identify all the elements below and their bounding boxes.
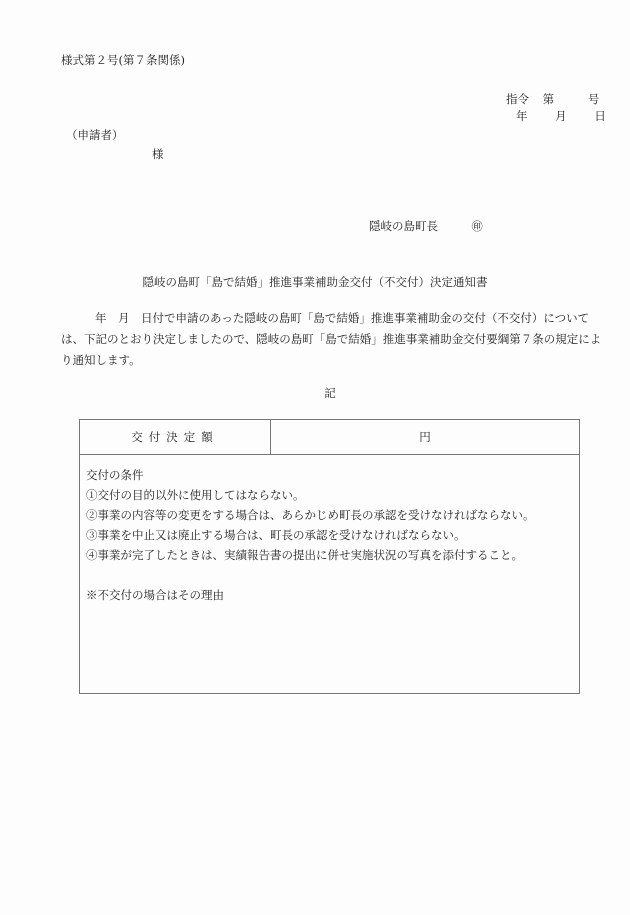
date-year: 年 xyxy=(516,109,528,123)
condition-item: ②事業の内容等の変更をする場合は、あらかじめ町長の承認を受けなければならない。 xyxy=(86,508,535,522)
spacer xyxy=(86,565,573,585)
seal-icon: ㊞ xyxy=(471,220,483,233)
conditions-heading: 交付の条件 xyxy=(86,468,144,482)
reference-go: 号 xyxy=(587,92,600,106)
amount-label: 交付決定額 xyxy=(80,420,271,455)
condition-item: ④事業が完了したときは、実績報告書の提出に併せ実施状況の写真を添付すること。 xyxy=(86,548,523,562)
document-title: 隠岐の島町「島で結婚」推進事業補助金交付（不交付）決定通知書 xyxy=(142,275,488,289)
honorific: 様 xyxy=(152,147,164,161)
date-month: 月 xyxy=(555,109,567,123)
form-number: 様式第２号(第７条関係) xyxy=(61,53,185,67)
reference-prefix: 指令 xyxy=(506,92,529,106)
issuer-name: 隠岐の島町長 xyxy=(369,219,438,233)
issuer xyxy=(369,218,483,234)
amount-field: 円 xyxy=(271,420,580,455)
non-grant-reason: ※不交付の場合はその理由 xyxy=(86,588,224,602)
reference-dai: 第 xyxy=(542,92,555,106)
reference-number xyxy=(506,91,599,107)
conditions-cell xyxy=(80,455,580,694)
issue-date xyxy=(516,108,606,124)
ki-heading: 記 xyxy=(324,386,336,400)
applicant-label: （申請者） xyxy=(66,128,124,142)
date-day: 日 xyxy=(594,109,606,123)
condition-item: ③事業を中止又は廃止する場合は、町長の承認を受けなければならない。 xyxy=(86,528,466,542)
condition-item: ①交付の目的以外に使用してはならない。 xyxy=(86,488,305,502)
notice-body: 年 月 日付で申請のあった隠岐の島町「島で結婚」推進事業補助金の交付（不交付）については、下記のとおり決定しましたので、隠岐の島町「島で結婚」推進事業補助金交付要綱第７条の規定により通知します。 xyxy=(61,311,602,367)
decision-table xyxy=(79,419,580,694)
